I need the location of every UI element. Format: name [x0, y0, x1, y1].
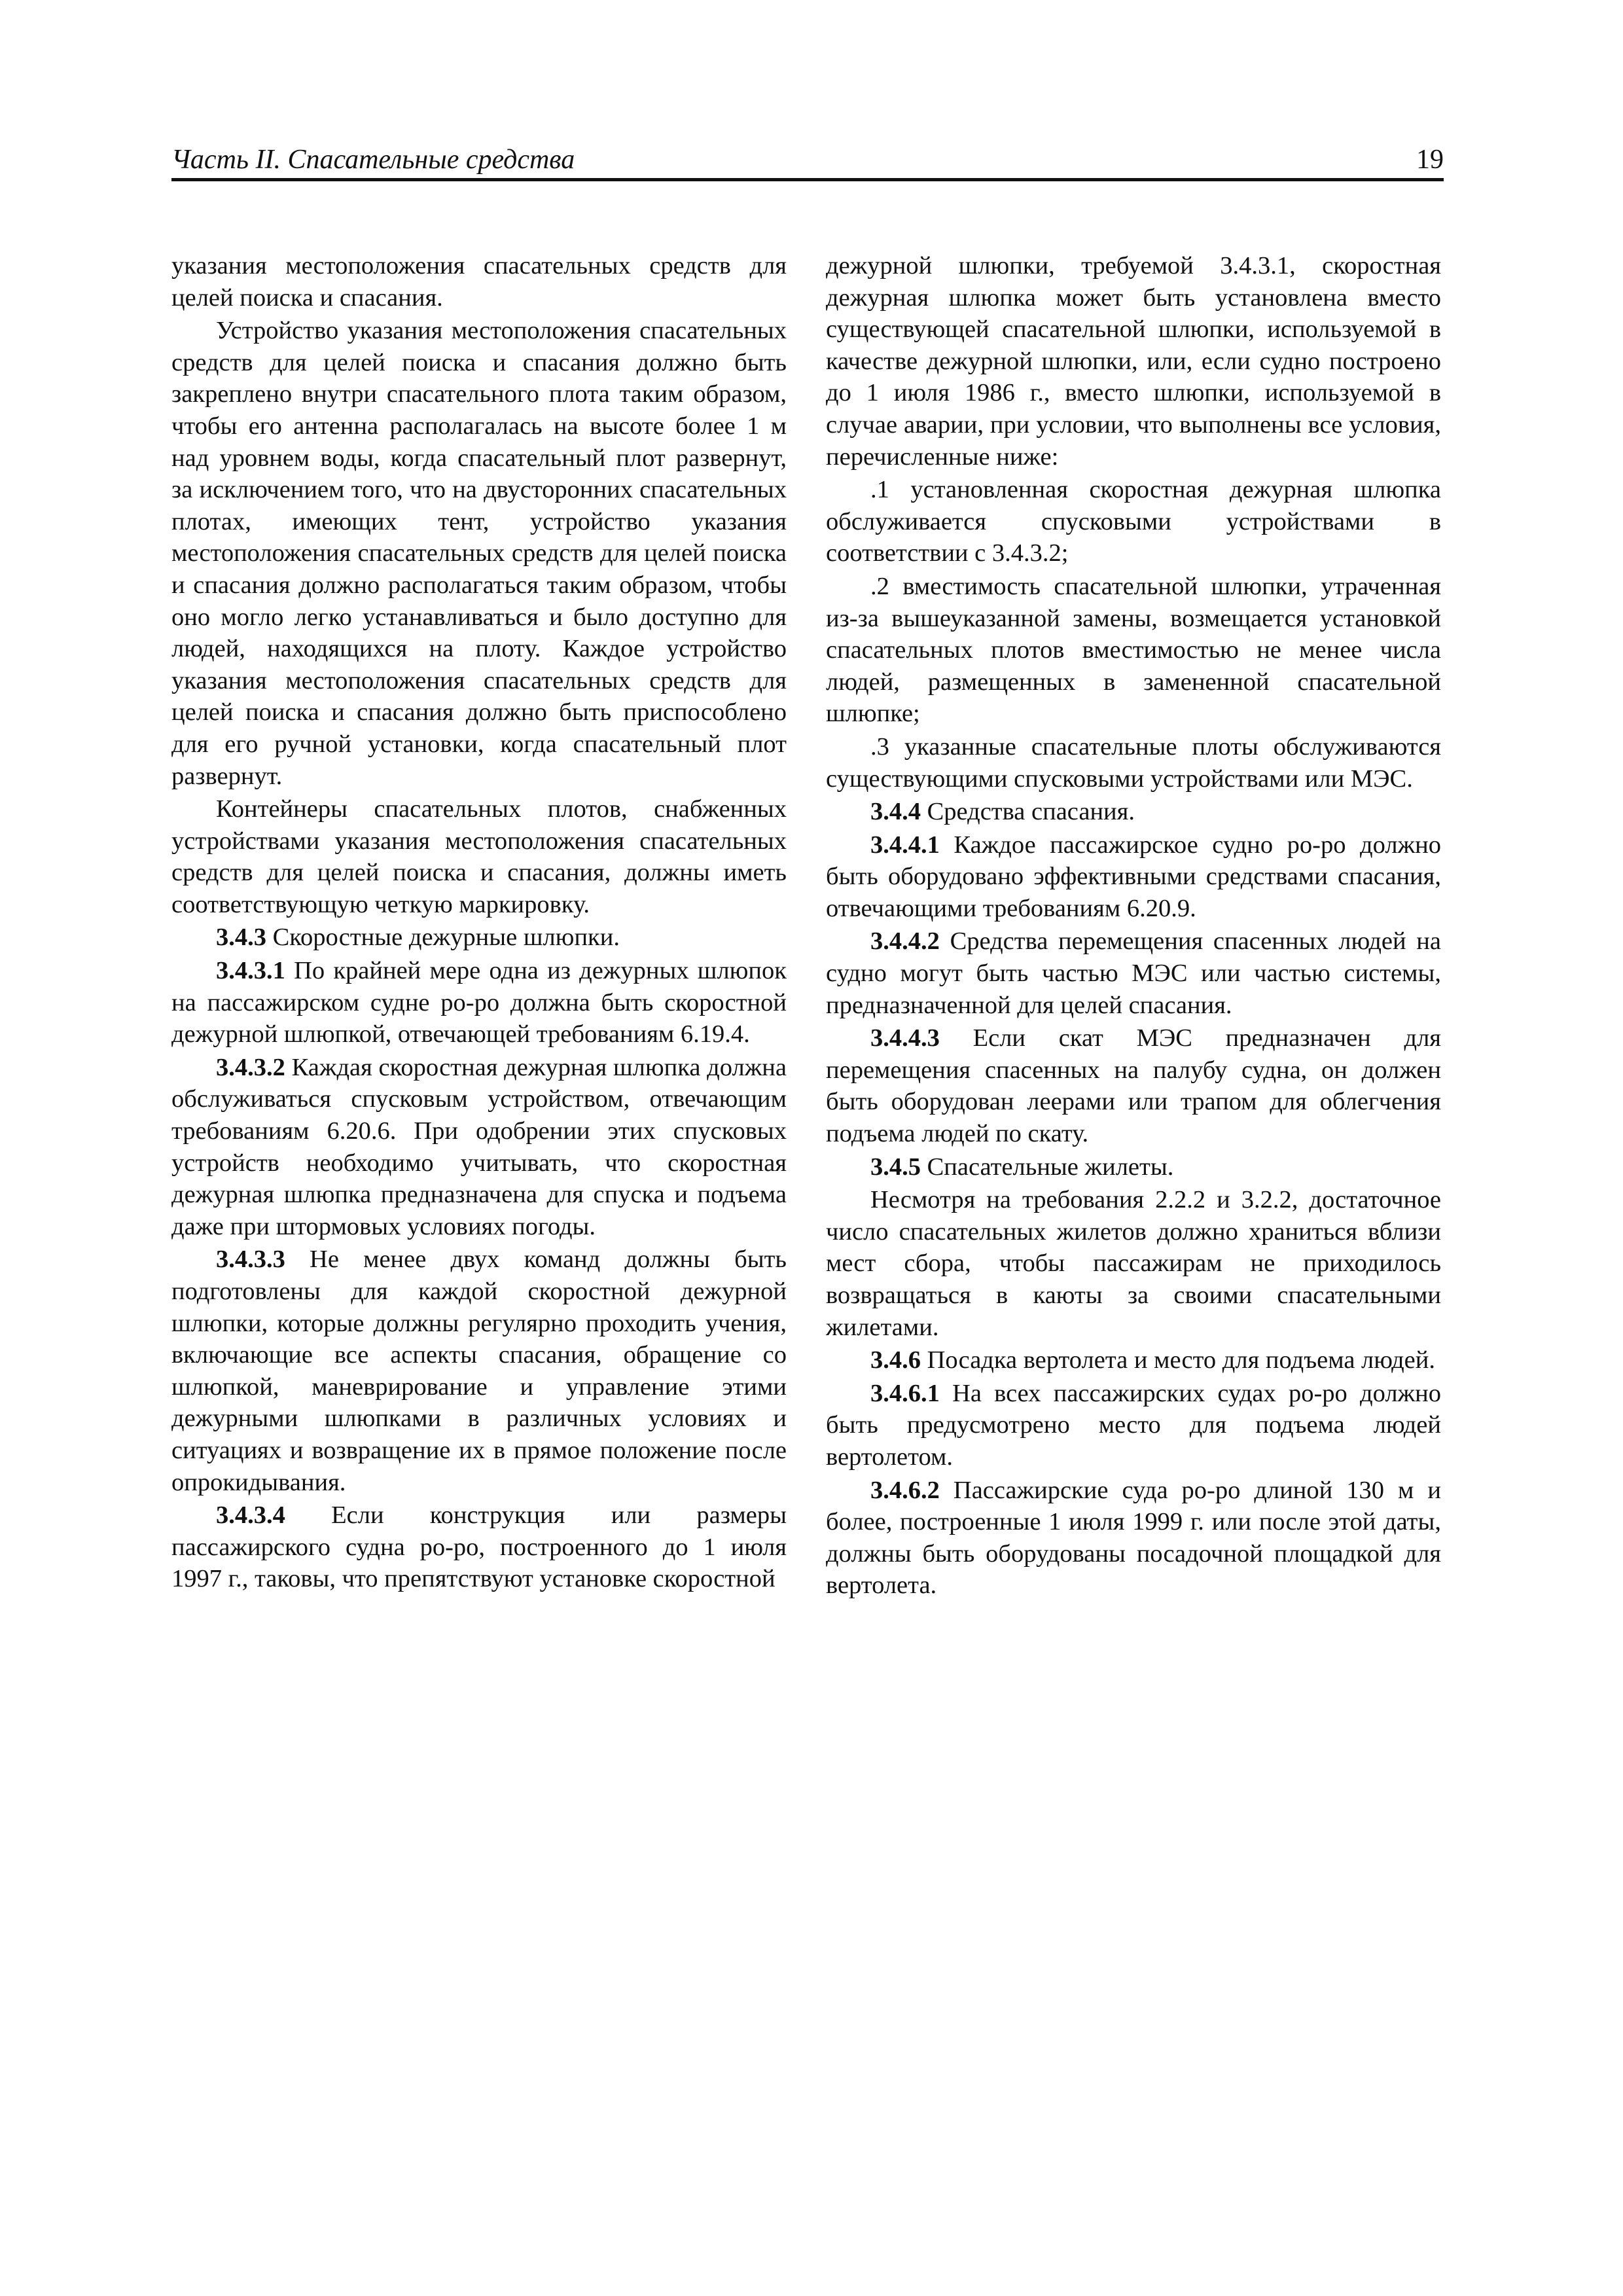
section-number: 3.4.4.3 — [870, 1024, 940, 1052]
paragraph: Устройство указания местоположения спасательных средств для целей поиска и спасания должно быть закреплено внутри спасательного плота таким образом, чтобы его антенна располагалась на высоте более 1 м над уровнем воды, когда спасательный плот развернут, за исключением того, что на двусторонних спасательных плотах, имеющих тент, устройство указания местоположения спасательных средств для целей поиска и спасания должно располагаться таким образом, чтобы оно могло легко устанавливаться и было доступно для людей, находящихся на плоту. Каждое устройство указания местоположения спасательных средств для целей поиска и спасания должно быть приспособлено для его ручной установки, когда спасательный плот развернут. — [171, 317, 787, 790]
paragraph: 3.4.3.4 Если конструкция или размеры пассажирского судна ро-ро, построенного до 1 июля 1997 г., таковы, что препятствуют установке скоростной — [171, 1501, 787, 1593]
section-number: 3.4.3.3 — [216, 1246, 285, 1274]
left-column — [171, 250, 787, 1596]
section-number: 3.4.3.2 — [216, 1053, 285, 1081]
section-number: 3.4.3.4 — [216, 1501, 285, 1530]
section-heading: 3.4.5 Спасательные жилеты. — [870, 1153, 1174, 1181]
paragraph: 3.4.3.3 Не менее двух команд должны быть подготовлены для каждой скоростной дежурной шлюпки, которые должны регулярно проходить учения, включающие все аспекты спасания, обращение со шлюпкой, маневрирование и управление этими дежурными шлюпками в различных условиях и ситуациях и возвращение их в прямое положение после опрокидывания. — [171, 1246, 787, 1496]
section-number: 3.4.3.1 — [216, 957, 285, 985]
list-item: .2 вместимость спасательной шлюпки, утраченная из-за вышеуказанной замены, возмещается установкой спасательных плотов вместимостью не менее числа людей, размещенных в замененной спасательной шлюпке; — [826, 572, 1441, 728]
section-number: 3.4.4.1 — [870, 831, 940, 859]
section-number: 3.4.3 — [216, 924, 266, 952]
paragraph: 3.4.4.3 Если скат МЭС предназначен для перемещения спасенных на палубу судна, он должен быть оборудован леерами или трапом для облегчения подъема людей по скату. — [826, 1024, 1441, 1148]
paragraph: 3.4.3.1 По крайней мере одна из дежурных шлюпок на пассажирском судне ро-ро должна быть скоростной дежурной шлюпкой, отвечающей требованиям 6.19.4. — [171, 957, 787, 1049]
right-column — [826, 250, 1441, 1603]
section-heading: 3.4.4 Средства спасания. — [870, 798, 1135, 826]
paragraph: 3.4.4.2 Средства перемещения спасенных людей на судно могут быть частью МЭС или частью системы, предназначенной для целей спасания. — [826, 927, 1441, 1019]
section-number: 3.4.6.1 — [870, 1379, 940, 1407]
list-item: .1 установленная скоростная дежурная шлюпка обслуживается спусковыми устройствами в соответствии с 3.4.3.2; — [826, 476, 1441, 567]
list-item: .3 указанные спасательные плоты обслуживаются существующими спусковыми устройствами или МЭС. — [826, 732, 1441, 793]
section-number: 3.4.5 — [870, 1153, 921, 1181]
section-number: 3.4.6 — [870, 1346, 921, 1374]
paragraph: 3.4.6.1 На всех пассажирских судах ро-ро должно быть предусмотрено место для подъема людей вертолетом. — [826, 1379, 1441, 1471]
paragraph: указания местоположения спасательных средств для целей поиска и спасания. — [171, 252, 787, 312]
page-header — [171, 141, 1444, 181]
paragraph: 3.4.3.2 Каждая скоростная дежурная шлюпка должна обслуживаться спусковым устройством, отвечающим требованиям 6.20.6. При одобрении этих спусковых устройств необходимо учитывать, что скоростная дежурная шлюпка предназначена для спуска и подъема даже при штормовых условиях погоды. — [171, 1053, 787, 1240]
paragraph: Контейнеры спасательных плотов, снабженных устройствами указания местоположения спасательных средств для целей поиска и спасания, должны иметь соответствующую четкую маркировку. — [171, 795, 787, 918]
section-number: 3.4.4.2 — [870, 927, 940, 956]
section-number: 3.4.6.2 — [870, 1476, 940, 1504]
running-title: Часть II. Спасательные средства — [171, 145, 575, 175]
paragraph: 3.4.6.2 Пассажирские суда ро-ро длиной 130 м и более, построенные 1 июля 1999 г. или после этой даты, должны быть оборудованы посадочной площадкой для вертолета. — [826, 1476, 1441, 1600]
paragraph: дежурной шлюпки, требуемой 3.4.3.1, скоростная дежурная шлюпка может быть установлена вместо существующей спасательной шлюпки, используемой в качестве дежурной шлюпки, или, если судно построено до 1 июля 1986 г., вместо шлюпки, используемой в случае аварии, при условии, что выполнены все условия, перечисленные ниже: — [826, 252, 1441, 471]
section-heading: 3.4.6 Посадка вертолета и место для подъема людей. — [870, 1346, 1435, 1374]
paragraph: Несмотря на требования 2.2.2 и 3.2.2, достаточное число спасательных жилетов должно храниться вблизи мест сбора, чтобы пассажирам не приходилось возвращаться в каюты за своими спасательными жилетами. — [826, 1186, 1441, 1341]
paragraph: 3.4.4.1 Каждое пассажирское судно ро-ро должно быть оборудовано эффективными средствами спасания, отвечающими требованиям 6.20.9. — [826, 831, 1441, 922]
section-number: 3.4.4 — [870, 798, 921, 826]
section-heading: 3.4.3 Скоростные дежурные шлюпки. — [216, 924, 620, 952]
page-number: 19 — [1416, 145, 1444, 175]
